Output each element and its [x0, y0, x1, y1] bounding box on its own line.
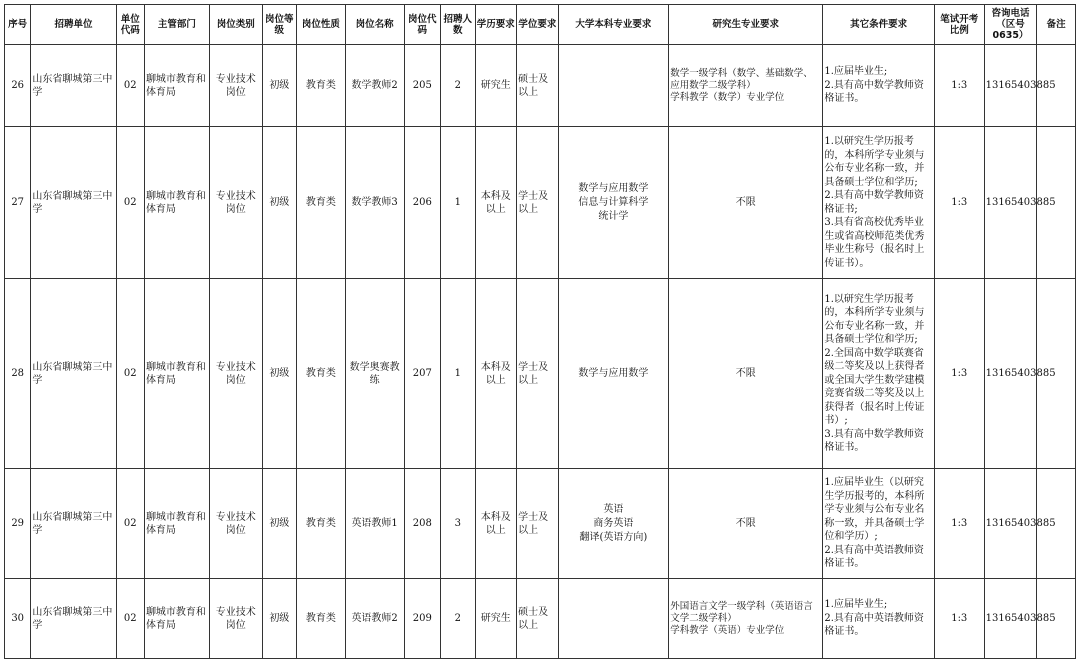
- cell-post-name: 数学教师2: [345, 45, 404, 127]
- cell-degree: 学士及以上: [517, 469, 559, 579]
- header-post-level: 岗位等级: [262, 5, 296, 45]
- cell-post-nature: 教育类: [297, 469, 346, 579]
- cell-headcount: 3: [441, 469, 475, 579]
- cell-headcount: 2: [441, 579, 475, 659]
- cell-other: 1.以研究生学历报考的，本科所学专业须与公布专业名称一致，并具备硕士学位和学历; 2.具有高中数学教师资格证书; 3.具有省高校优秀毕业生或省高校师范类优秀毕业生称号（报名时上传证书）。: [823, 127, 935, 279]
- cell-post-name: 数学教师3: [345, 127, 404, 279]
- cell-headcount: 1: [441, 279, 475, 469]
- cell-other: 1.应届毕业生; 2.具有高中数学教师资格证书。: [823, 45, 935, 127]
- cell-seq: 30: [5, 579, 31, 659]
- header-post-nature: 岗位性质: [297, 5, 346, 45]
- cell-post-level: 初级: [262, 279, 296, 469]
- cell-post-level: 初级: [262, 469, 296, 579]
- cell-post-code: 209: [404, 579, 441, 659]
- header-post-name: 岗位名称: [345, 5, 404, 45]
- cell-other: 1.以研究生学历报考的，本科所学专业须与公布专业名称一致，并具备硕士学位和学历; 2.全国高中数学联赛省级二等奖及以上获得者或全国大学生数学建模竞赛省级二等奖及以上获得者（报名时上传证书）; 3.具有高中数学教师资格证书。: [823, 279, 935, 469]
- cell-grad-major: 不限: [669, 127, 823, 279]
- cell-unit-code: 02: [116, 127, 144, 279]
- cell-dept: 聊城市教育和体育局: [144, 279, 209, 469]
- header-dept: 主管部门: [144, 5, 209, 45]
- cell-ratio: 1:3: [934, 469, 984, 579]
- cell-degree: 学士及以上: [517, 127, 559, 279]
- cell-undergrad-major: [558, 579, 669, 659]
- recruitment-table: [4, 4, 1076, 659]
- cell-post-name: 英语教师2: [345, 579, 404, 659]
- cell-post-name: 数学奥赛教练: [345, 279, 404, 469]
- cell-post-level: 初级: [262, 45, 296, 127]
- header-undergrad-major: 大学本科专业要求: [558, 5, 669, 45]
- header-grad-major: 研究生专业要求: [669, 5, 823, 45]
- cell-post-nature: 教育类: [297, 45, 346, 127]
- header-post-code: 岗位代码: [404, 5, 441, 45]
- cell-unit: 山东省聊城第三中学: [31, 127, 116, 279]
- cell-grad-major: 数学一级学科（数学、基础数学、应用数学二级学科） 学科教学（数学）专业学位: [669, 45, 823, 127]
- cell-headcount: 2: [441, 45, 475, 127]
- cell-post-code: 207: [404, 279, 441, 469]
- cell-unit-code: 02: [116, 469, 144, 579]
- cell-post-level: 初级: [262, 579, 296, 659]
- cell-post-type: 专业技术岗位: [209, 469, 262, 579]
- header-unit-code: 单位代码: [116, 5, 144, 45]
- table-row: [5, 469, 1076, 579]
- cell-undergrad-major: 英语 商务英语 翻译(英语方向): [558, 469, 669, 579]
- table-row: [5, 45, 1076, 127]
- cell-undergrad-major: [558, 45, 669, 127]
- table-header-row: [5, 5, 1076, 45]
- cell-unit-code: 02: [116, 45, 144, 127]
- header-remark: 备注: [1037, 5, 1076, 45]
- table-row: [5, 127, 1076, 279]
- cell-ratio: 1:3: [934, 127, 984, 279]
- cell-unit: 山东省聊城第三中学: [31, 279, 116, 469]
- cell-dept: 聊城市教育和体育局: [144, 579, 209, 659]
- cell-edu: 本科及以上: [475, 127, 517, 279]
- cell-phone: 13165403885: [984, 279, 1037, 469]
- cell-unit: 山东省聊城第三中学: [31, 469, 116, 579]
- cell-post-type: 专业技术岗位: [209, 579, 262, 659]
- cell-post-code: 205: [404, 45, 441, 127]
- cell-dept: 聊城市教育和体育局: [144, 45, 209, 127]
- cell-phone: 13165403885: [984, 127, 1037, 279]
- cell-grad-major: 外国语言文学一级学科（英语语言文学二级学科） 学科教学（英语）专业学位: [669, 579, 823, 659]
- cell-post-nature: 教育类: [297, 127, 346, 279]
- cell-degree: 硕士及以上: [517, 45, 559, 127]
- cell-post-nature: 教育类: [297, 279, 346, 469]
- cell-seq: 29: [5, 469, 31, 579]
- header-phone: 咨询电话（区号0635）: [984, 5, 1037, 45]
- cell-edu: 本科及以上: [475, 279, 517, 469]
- cell-degree: 硕士及以上: [517, 579, 559, 659]
- cell-degree: 学士及以上: [517, 279, 559, 469]
- header-degree: 学位要求: [517, 5, 559, 45]
- cell-headcount: 1: [441, 127, 475, 279]
- header-headcount: 招聘人数: [441, 5, 475, 45]
- header-unit: 招聘单位: [31, 5, 116, 45]
- cell-phone: 13165403885: [984, 45, 1037, 127]
- cell-unit: 山东省聊城第三中学: [31, 579, 116, 659]
- cell-ratio: 1:3: [934, 279, 984, 469]
- cell-undergrad-major: 数学与应用数学 信息与计算科学 统计学: [558, 127, 669, 279]
- cell-phone: 13165403885: [984, 469, 1037, 579]
- cell-post-type: 专业技术岗位: [209, 45, 262, 127]
- cell-edu: 本科及以上: [475, 469, 517, 579]
- table-row: [5, 279, 1076, 469]
- header-ratio: 笔试开考比例: [934, 5, 984, 45]
- header-edu: 学历要求: [475, 5, 517, 45]
- cell-post-name: 英语教师1: [345, 469, 404, 579]
- header-post-type: 岗位类别: [209, 5, 262, 45]
- cell-undergrad-major: 数学与应用数学: [558, 279, 669, 469]
- cell-seq: 28: [5, 279, 31, 469]
- table-row: [5, 579, 1076, 659]
- cell-edu: 研究生: [475, 579, 517, 659]
- header-seq: 序号: [5, 5, 31, 45]
- cell-phone: 13165403885: [984, 579, 1037, 659]
- cell-post-nature: 教育类: [297, 579, 346, 659]
- cell-post-type: 专业技术岗位: [209, 279, 262, 469]
- cell-dept: 聊城市教育和体育局: [144, 469, 209, 579]
- cell-other: 1.应届毕业生（以研究生学历报考的，本科所学专业须与公布专业名称一致，并具备硕士学位和学历）; 2.具有高中英语教师资格证书。: [823, 469, 935, 579]
- cell-unit-code: 02: [116, 579, 144, 659]
- cell-ratio: 1:3: [934, 579, 984, 659]
- cell-seq: 26: [5, 45, 31, 127]
- cell-grad-major: 不限: [669, 469, 823, 579]
- cell-unit: 山东省聊城第三中学: [31, 45, 116, 127]
- cell-other: 1.应届毕业生; 2.具有高中英语教师资格证书。: [823, 579, 935, 659]
- cell-post-level: 初级: [262, 127, 296, 279]
- cell-ratio: 1:3: [934, 45, 984, 127]
- cell-post-type: 专业技术岗位: [209, 127, 262, 279]
- header-other: 其它条件要求: [823, 5, 935, 45]
- cell-seq: 27: [5, 127, 31, 279]
- cell-post-code: 208: [404, 469, 441, 579]
- cell-grad-major: 不限: [669, 279, 823, 469]
- cell-unit-code: 02: [116, 279, 144, 469]
- cell-post-code: 206: [404, 127, 441, 279]
- cell-edu: 研究生: [475, 45, 517, 127]
- cell-dept: 聊城市教育和体育局: [144, 127, 209, 279]
